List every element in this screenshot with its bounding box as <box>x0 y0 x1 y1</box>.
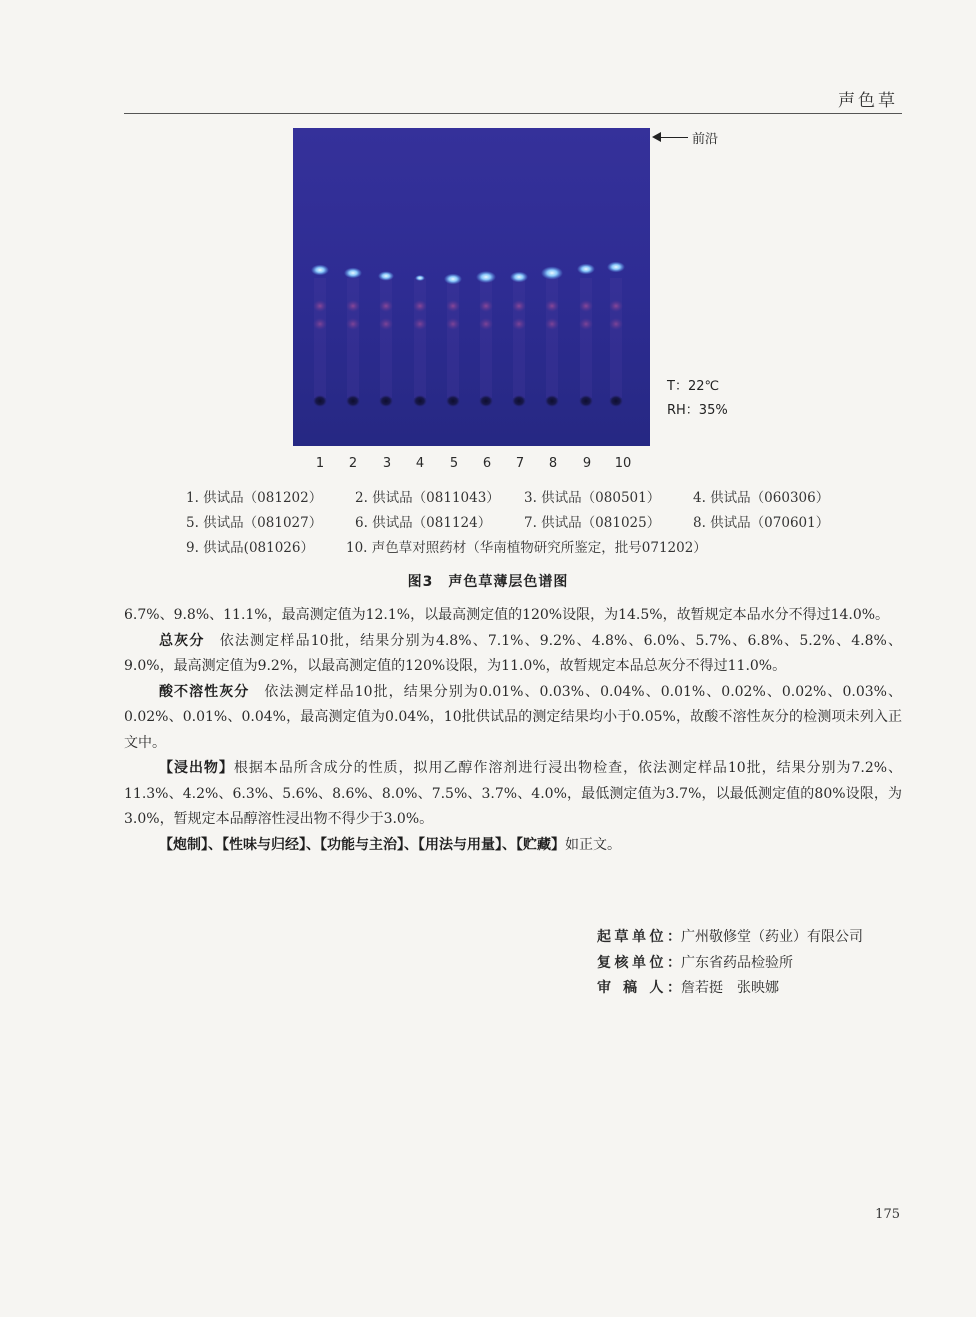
blue-spot <box>510 272 528 283</box>
drafting-unit-label: 起草单位： <box>597 929 681 945</box>
lane-number: 1 <box>315 456 325 471</box>
pink-band <box>545 300 559 312</box>
page-number: 175 <box>875 1207 900 1222</box>
figure-caption: 图3 声色草薄层色谱图 <box>407 574 569 590</box>
pink-band <box>346 300 360 312</box>
pink-band <box>446 300 460 312</box>
lane-streak <box>546 278 558 398</box>
legend-item: 3. 供试品（080501） <box>524 490 661 506</box>
origin-spot <box>313 395 327 407</box>
pink-band <box>512 318 526 330</box>
header-rule <box>124 113 902 114</box>
pink-band <box>545 318 559 330</box>
paragraph-text: 依法测定样品10批，结果分别为4.8%、7.1%、9.2%、4.8%、6.0%、5.7%、6.8%、5.2%、4.8%、9.0%，最高测定值为9.2%，以最高测定值的120%设限，为11.0%，故暂规定本品总灰分不得过11.0%。 <box>124 632 903 674</box>
pink-band <box>313 318 327 330</box>
blue-spot <box>577 264 595 275</box>
lane-number: 8 <box>548 456 558 471</box>
legend-item: 1. 供试品（081202） <box>186 490 323 506</box>
legend-row <box>186 536 866 561</box>
blue-spot <box>344 268 362 279</box>
lane-numbers <box>0 456 976 474</box>
paragraph-acid-insoluble-ash <box>124 680 902 757</box>
blue-spot <box>415 275 425 281</box>
lane-number: 7 <box>515 456 525 471</box>
reviewer-value: 詹若挺 张映娜 <box>681 980 779 996</box>
lane-streak <box>513 278 525 398</box>
legend-row <box>186 511 866 536</box>
paragraph-text: 依法测定样品10批，结果分别为0.01%、0.03%、0.04%、0.01%、0.02%、0.02%、0.03%、0.02%、0.01%、0.04%，最高测定值为0.04%，10批供试品的测定结果均小于0.05%，故酸不溶性灰分的检测项未列入正文中。 <box>124 683 902 751</box>
origin-spot <box>346 395 360 407</box>
pink-band <box>446 318 460 330</box>
lane-streak <box>414 278 426 398</box>
legend-item: 10. 声色草对照药材（华南植物研究所鉴定，批号071202） <box>346 540 707 556</box>
pink-band <box>609 300 623 312</box>
pink-band <box>579 300 593 312</box>
section-heading: 总灰分 <box>159 632 205 649</box>
lane-streak <box>380 278 392 398</box>
pink-band <box>379 318 393 330</box>
lane-number: 5 <box>449 456 459 471</box>
legend-item: 9. 供试品(081026） <box>186 540 314 556</box>
paragraph-text: 如正文。 <box>565 836 621 853</box>
origin-spot <box>512 395 526 407</box>
pink-band <box>379 300 393 312</box>
reviewer-label: 审 稿 人： <box>597 980 681 996</box>
blue-spot <box>378 271 394 281</box>
arrow-left-icon <box>654 137 688 138</box>
pink-band <box>512 300 526 312</box>
lane-streak <box>314 278 326 398</box>
legend-item: 4. 供试品（060306） <box>693 490 830 506</box>
legend-item: 7. 供试品（081025） <box>524 515 661 531</box>
paragraph-moisture: 6.7%、9.8%、11.1%，最高测定值为12.1%，以最高测定值的120%设限，为14.5%，故暂规定本品水分不得过14.0%。 <box>124 607 890 623</box>
pink-band <box>413 318 427 330</box>
paragraph-text: 根据本品所含成分的性质，拟用乙醇作溶剂进行浸出物检查，依法测定样品10批，结果分别为7.2%、11.3%、4.2%、6.3%、5.6%、8.6%、8.0%、7.5%、3.7%、4.0%，最低测定值为3.7%，以最低测定值的80%设限，为3.0%，暂规定本品醇溶性浸出物不得少于3.0%。 <box>124 760 902 827</box>
legend-item: 2. 供试品（0811043） <box>355 490 500 506</box>
pink-band <box>413 300 427 312</box>
blue-spot <box>541 266 563 279</box>
reviewer <box>597 976 863 1002</box>
temperature-label: T：22℃ <box>667 379 720 394</box>
pink-band <box>479 300 493 312</box>
lane-streak <box>447 278 459 398</box>
page-header-title: 声色草 <box>838 91 898 111</box>
tlc-plate-graphic <box>293 128 650 446</box>
legend-row <box>186 486 866 511</box>
lane-number: 3 <box>382 456 392 471</box>
section-heading: 【浸出物】 <box>159 760 234 776</box>
lane-streak <box>610 278 622 398</box>
pink-band <box>579 318 593 330</box>
origin-spot <box>413 395 427 407</box>
drafting-unit <box>597 925 863 951</box>
origin-spot <box>479 395 493 407</box>
paragraph-other-items <box>124 833 902 859</box>
lane-number: 10 <box>614 456 632 471</box>
review-unit <box>597 951 863 977</box>
figure-legend <box>186 486 866 561</box>
lane-streak <box>480 278 492 398</box>
section-heading: 【炮制】、【性味与归经】、【功能与主治】、【用法与用量】、【贮藏】 <box>159 836 565 853</box>
pink-band <box>479 318 493 330</box>
body-text <box>124 603 902 858</box>
blue-spot <box>311 265 329 276</box>
legend-item: 8. 供试品（070601） <box>693 515 830 531</box>
review-unit-value: 广东省药品检验所 <box>681 954 793 971</box>
review-unit-label: 复核单位： <box>597 954 681 971</box>
solvent-front-text: 前沿 <box>692 132 719 147</box>
legend-item: 5. 供试品（081027） <box>186 515 323 531</box>
humidity-label: RH：35% <box>667 403 728 418</box>
blue-spot <box>444 274 462 285</box>
origin-spot <box>609 395 623 407</box>
tlc-plate-image <box>293 128 650 446</box>
pink-band <box>346 318 360 330</box>
blue-spot <box>607 262 625 273</box>
legend-item: 6. 供试品（081124） <box>355 515 492 531</box>
origin-spot <box>446 395 460 407</box>
paragraph-extract <box>124 756 902 833</box>
drafting-unit-value: 广州敬修堂（药业）有限公司 <box>681 929 863 945</box>
blue-spot <box>476 271 496 283</box>
lane-streak <box>347 278 359 398</box>
origin-spot <box>579 395 593 407</box>
origin-spot <box>545 395 559 407</box>
lane-number: 2 <box>348 456 358 471</box>
lane-streak <box>580 278 592 398</box>
pink-band <box>313 300 327 312</box>
lane-number: 4 <box>415 456 425 471</box>
lane-number: 9 <box>582 456 592 471</box>
origin-spot <box>379 395 393 407</box>
section-heading: 酸不溶性灰分 <box>159 683 250 700</box>
signature-block <box>597 925 863 1002</box>
pink-band <box>609 318 623 330</box>
solvent-front-label <box>654 128 718 147</box>
paragraph-total-ash <box>124 629 902 680</box>
lane-number: 6 <box>482 456 492 471</box>
